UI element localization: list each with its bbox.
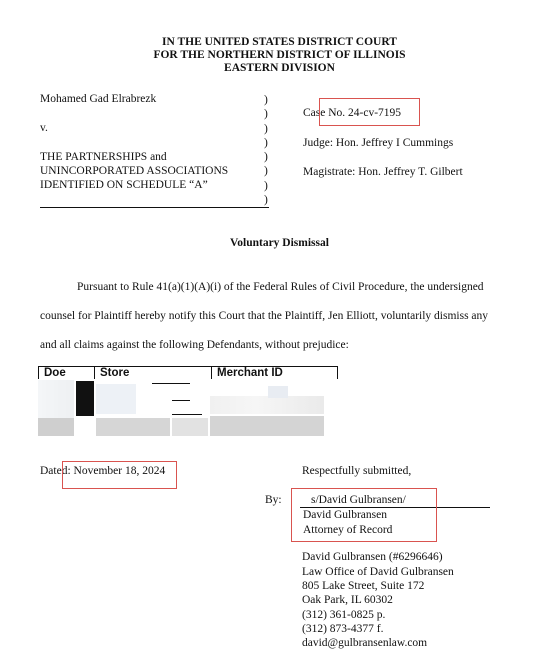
table-header-store: Store: [100, 367, 130, 379]
table-top-border: [38, 366, 338, 367]
contact-street: 805 Lake Street, Suite 172: [302, 580, 425, 592]
document-title: Voluntary Dismissal: [230, 237, 329, 249]
case-number: Case No. 24-cv-7195: [303, 107, 402, 119]
redacted-cell: [96, 384, 136, 414]
body-line-3: and all claims against the following Defendants, without prejudice:: [40, 339, 349, 351]
magistrate: Magistrate: Hon. Jeffrey T. Gilbert: [303, 166, 463, 178]
contact-phone: (312) 361-0825 p.: [302, 609, 386, 621]
redacted-cell: [210, 396, 324, 414]
defendant-line-2: UNINCORPORATED ASSOCIATIONS: [40, 165, 229, 177]
table-header-merchant-id: Merchant ID: [217, 367, 283, 379]
case-number-highlight-box: [319, 98, 420, 126]
contact-fax: (312) 873-4377 f.: [302, 623, 384, 635]
court-division: EASTERN DIVISION: [224, 62, 335, 74]
judge: Judge: Hon. Jeffrey I Cummings: [303, 137, 454, 149]
court-name: IN THE UNITED STATES DISTRICT COURT: [162, 36, 397, 48]
attorney-role: Attorney of Record: [303, 524, 393, 536]
by-label: By:: [265, 494, 282, 506]
date-highlight-box: [62, 461, 177, 489]
redacted-cell: [38, 418, 74, 436]
redacted-cell: [210, 416, 324, 436]
caption-underline: [40, 207, 269, 208]
contact-email: david@gulbransenlaw.com: [302, 637, 428, 649]
plaintiff-name: Mohamed Gad Elrabrezk: [40, 93, 157, 105]
redacted-cell: [38, 380, 74, 418]
signature: s/David Gulbransen/: [311, 494, 406, 506]
date-line: Dated: November 18, 2024: [40, 465, 166, 477]
contact-name: David Gulbransen (#6296646): [302, 551, 443, 563]
body-line-1: Pursuant to Rule 41(a)(1)(A)(i) of the Federal Rules of Civil Procedure, the undersigned: [77, 281, 484, 293]
defendant-line-3: IDENTIFIED ON SCHEDULE “A”: [40, 179, 208, 191]
attorney-name: David Gulbransen: [303, 509, 387, 521]
court-header: [0, 36, 559, 75]
signature-highlight-box: [291, 488, 437, 542]
contact-firm: Law Office of David Gulbransen: [302, 566, 454, 578]
redacted-cell: [96, 418, 170, 436]
court-district: FOR THE NORTHERN DISTRICT OF ILLINOIS: [153, 49, 406, 61]
table-header-doe: Doe: [44, 367, 66, 379]
defendant-line-1: THE PARTNERSHIPS and: [40, 151, 167, 163]
caption-parentheses: ) ) ) ) ) ) ) ): [264, 94, 268, 207]
contact-city: Oak Park, IL 60302: [302, 594, 393, 606]
redacted-cell: [172, 418, 208, 436]
body-line-2: counsel for Plaintiff hereby notify this Court that the Plaintiff, Jen Elliott, voluntarily dismiss any: [40, 310, 489, 322]
versus: v.: [40, 122, 48, 134]
redacted-cell: [76, 381, 94, 416]
respectfully-submitted: Respectfully submitted,: [302, 465, 412, 477]
